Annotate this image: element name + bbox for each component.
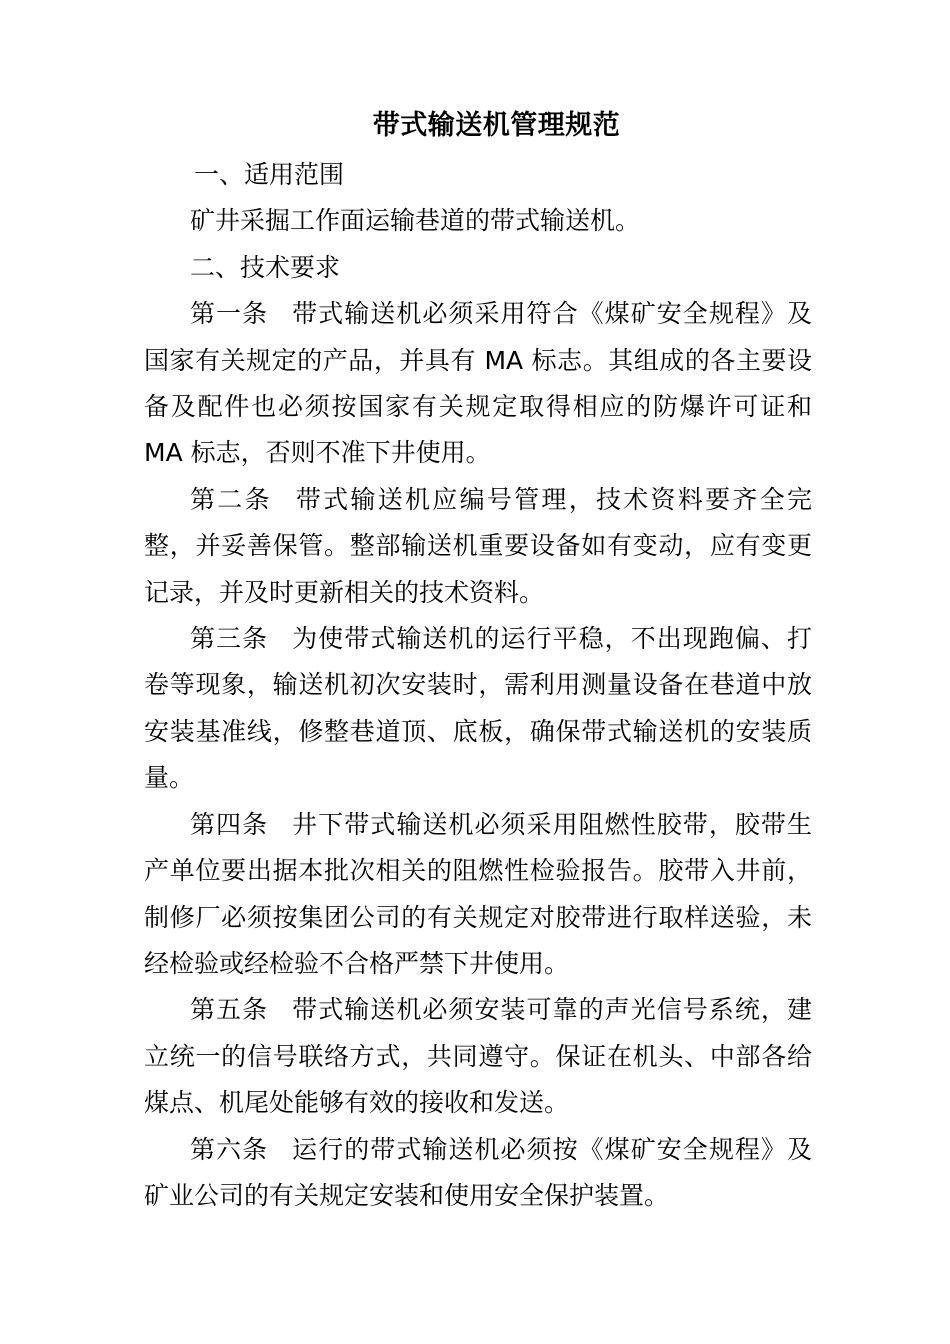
article-4	[144, 802, 812, 988]
article-label: 第一条	[190, 299, 269, 329]
article-text: 带式输送机必须安装可靠的声光信号系统，建立统一的信号联络方式，共同遵守。保证在机头、中部各给煤点、机尾处能够有效的接收和发送。	[144, 995, 812, 1118]
article-1	[144, 291, 812, 477]
article-text: 带式输送机应编号管理，技术资料要齐全完整，并妥善保管。整部输送机重要设备如有变动，应有变更记录，并及时更新相关的技术资料。	[144, 484, 812, 607]
article-label: 第二条	[190, 484, 272, 514]
article-6	[144, 1127, 812, 1220]
article-label: 第四条	[190, 809, 269, 839]
section-heading-technical-requirements: 二、技术要求	[190, 252, 341, 282]
article-text: 带式输送机必须采用符合《煤矿安全规程》及国家有关规定的产品，并具有 MA 标志。其组成的各主要设备及配件也必须按国家有关规定取得相应的防爆许可证和 MA 标志，否则不准下井使用。	[144, 299, 812, 468]
article-text: 运行的带式输送机必须按《煤矿安全规程》及矿业公司的有关规定安装和使用安全保护装置。	[144, 1134, 812, 1210]
article-3	[144, 616, 812, 802]
document-body	[144, 152, 812, 1219]
document-title: 带式输送机管理规范	[372, 110, 621, 141]
section-heading-scope: 一、适用范围	[194, 160, 345, 189]
article-2	[144, 477, 812, 616]
article-text: 为使带式输送机的运行平稳，不出现跑偏、打卷等现象，输送机初次安装时，需利用测量设备在巷道中放安装基准线，修整巷道顶、底板，确保带式输送机的安装质量。	[144, 624, 812, 793]
article-label: 第六条	[190, 1134, 269, 1164]
article-label: 第五条	[190, 995, 269, 1025]
article-text: 井下带式输送机必须采用阻燃性胶带，胶带生产单位要出据本批次相关的阻燃性检验报告。胶带入井前，制修厂必须按集团公司的有关规定对胶带进行取样送验，未经检验或经检验不合格严禁下井使用。	[144, 809, 812, 978]
section-text-scope: 矿井采掘工作面运输巷道的带式输送机。	[190, 206, 641, 236]
article-5	[144, 987, 812, 1126]
article-label: 第三条	[190, 624, 269, 654]
